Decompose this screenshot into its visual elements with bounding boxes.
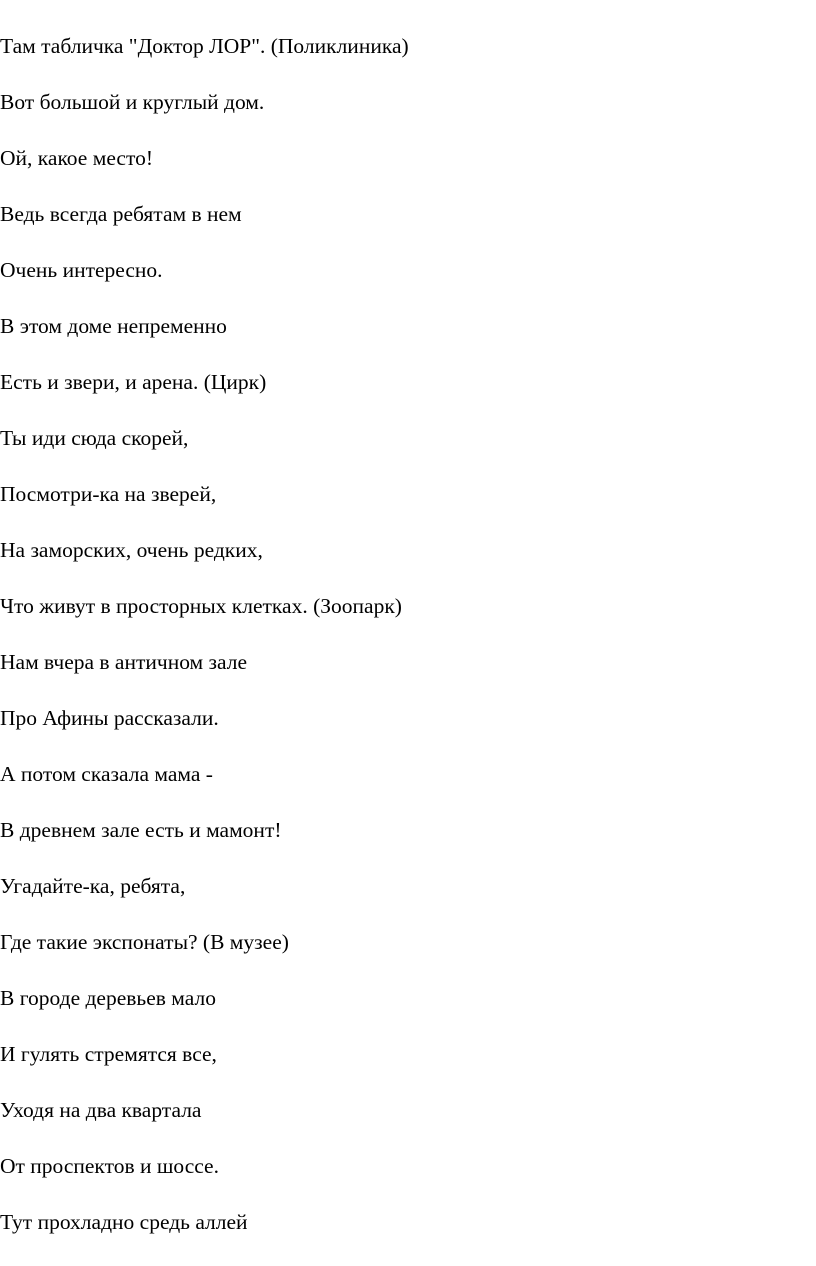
text-line: В этом доме непременно bbox=[0, 314, 227, 338]
text-line: Про Афины рассказали. bbox=[0, 706, 219, 730]
text-line: Вот большой и круглый дом. bbox=[0, 90, 265, 114]
text-line: Где такие экспонаты? (В музее) bbox=[0, 930, 289, 954]
text-line: Ведь всегда ребятам в нем bbox=[0, 202, 242, 226]
text-line: От проспектов и шоссе. bbox=[0, 1154, 219, 1178]
text-line: Угадайте-ка, ребята, bbox=[0, 874, 186, 898]
text-line: Ой, какое место! bbox=[0, 146, 153, 170]
text-line: А потом сказала мама - bbox=[0, 762, 213, 786]
text-line: И гулять стремятся все, bbox=[0, 1042, 217, 1066]
text-line: Уходя на два квартала bbox=[0, 1098, 202, 1122]
text-line: На заморских, очень редких, bbox=[0, 538, 263, 562]
text-line: Что живут в просторных клетках. (Зоопарк) bbox=[0, 594, 402, 618]
text-line: В древнем зале есть и мамонт! bbox=[0, 818, 282, 842]
text-line: Есть и звери, и арена. (Цирк) bbox=[0, 370, 267, 394]
text-line: Ты иди сюда скорей, bbox=[0, 426, 189, 450]
text-line: Посмотри-ка на зверей, bbox=[0, 482, 217, 506]
text-line: Очень интересно. bbox=[0, 258, 163, 282]
poem-text bbox=[0, 28, 409, 1260]
text-line: Там табличка "Доктор ЛОР". (Поликлиника) bbox=[0, 34, 409, 58]
text-line: Тут прохладно средь аллей bbox=[0, 1210, 248, 1234]
text-line: В городе деревьев мало bbox=[0, 986, 216, 1010]
text-line: Нам вчера в античном зале bbox=[0, 650, 248, 674]
